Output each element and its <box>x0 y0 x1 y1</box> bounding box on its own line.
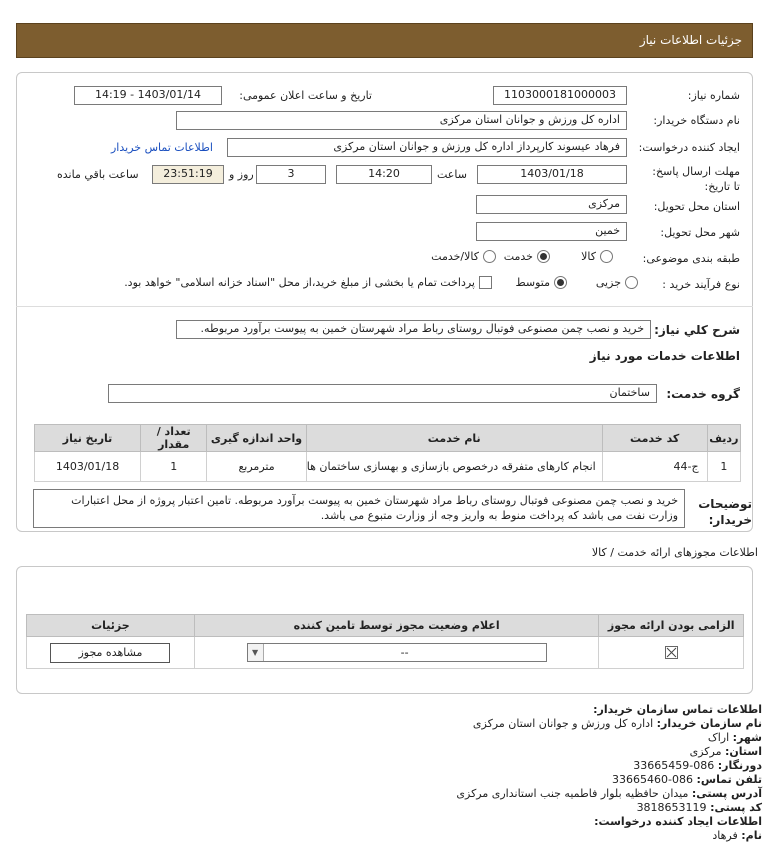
disabled-checkbox-icon <box>665 646 678 659</box>
permits-table-header <box>27 615 744 637</box>
buyer-contact-link[interactable]: اطلاعات تماس خریدار <box>111 141 213 154</box>
cell-service-name: انجام کارهای متفرقه درخصوص بازسازی و بهسازی ساختمان ها <box>306 452 602 482</box>
process-option-minor[interactable]: جزیی <box>596 276 638 289</box>
col-permit-details: جزئیات <box>27 615 195 637</box>
days-field: 3 <box>256 165 326 184</box>
page-title: جزئیات اطلاعات نیاز <box>639 33 742 47</box>
announce-label: تاریخ و ساعت اعلان عمومی: <box>239 89 372 102</box>
radio-goods[interactable] <box>600 250 613 263</box>
category-option-goods[interactable]: کالا <box>581 250 613 263</box>
buyer-label: نام دستگاه خریدار: <box>653 114 740 127</box>
contact-org: نام سازمان خریدار: اداره کل ورزش و جوانان استان مرکزی <box>472 717 762 730</box>
need-number-field: 1103000181000003 <box>493 86 627 105</box>
deadline-time-field: 14:20 <box>336 165 432 184</box>
cell-service-code: ج-44 <box>602 452 707 482</box>
category-option-goods-service[interactable]: کالا/خدمت <box>431 250 496 263</box>
contact-province: استان: مرکزی <box>689 745 762 758</box>
description-field: خرید و نصب چمن مصنوعی فوتبال روستای رباط مراد شهرستان خمین به پیوست برآورد مربوطه. <box>176 320 651 339</box>
services-table-header <box>35 425 741 452</box>
contact-title: اطلاعات تماس سازمان خریدار: <box>593 703 762 716</box>
contact-phone: تلفن تماس: 086-33665460 <box>612 773 762 786</box>
creator-name: نام: فرهاد <box>712 829 762 842</box>
col-need-date: تاریخ نیاز <box>35 425 141 452</box>
cell-permit-status <box>194 637 599 669</box>
buyer-notes-label: توضیحات خریدار: <box>698 497 752 527</box>
services-title: اطلاعات خدمات مورد نیاز <box>589 349 740 363</box>
cell-row: 1 <box>707 452 740 482</box>
col-service-code: کد خدمت <box>602 425 707 452</box>
col-quantity: تعداد / مقدار <box>141 425 207 452</box>
services-table <box>34 424 741 482</box>
permits-table <box>26 614 744 669</box>
remaining-label: ساعت باقي مانده <box>57 168 139 181</box>
chevron-down-icon[interactable]: ▼ <box>248 644 264 661</box>
contact-fax: دورنگار: 086-33665459 <box>633 759 762 772</box>
description-label: شرح کلي نياز: <box>654 323 740 337</box>
creator-info-title: اطلاعات ایجاد کننده درخواست: <box>594 815 762 828</box>
table-row <box>27 637 744 669</box>
deadline-date-field: 1403/01/18 <box>477 165 627 184</box>
divider <box>16 306 753 307</box>
process-option-medium[interactable]: متوسط <box>515 276 567 289</box>
cell-need-date: 1403/01/18 <box>35 452 141 482</box>
buyer-notes-field: خرید و نصب چمن مصنوعی فوتبال روستای رباط مراد شهرستان خمین به پیوست برآورد مربوطه. تامین اعتبار پروژه از محل اعتبارات وزارت نفت می باشد که پرداخت منوط به واریز وجه از وزارت متبوع می باشد. <box>33 489 685 528</box>
service-group-label: گروه خدمت: <box>666 387 740 401</box>
radio-medium[interactable] <box>554 276 567 289</box>
creator-label: ایجاد کننده درخواست: <box>638 141 740 154</box>
deadline-label: مهلت ارسال پاسخ: تا تاریخ: <box>652 165 740 193</box>
radio-service[interactable] <box>537 250 550 263</box>
announce-field: 1403/01/14 - 14:19 <box>74 86 222 105</box>
service-group-field: ساختمان <box>108 384 657 403</box>
creator-field: فرهاد عیسوند کارپرداز اداره کل ورزش و جوانان استان مرکزی <box>227 138 627 157</box>
page-header <box>16 23 753 58</box>
cell-permit-details <box>27 637 195 669</box>
time-label: ساعت <box>437 168 467 181</box>
treasury-payment-option[interactable]: پرداخت تمام یا بخشی از مبلغ خرید،از محل "اسناد خزانه اسلامی" خواهد بود. <box>124 276 492 289</box>
col-row: ردیف <box>707 425 740 452</box>
table-row <box>35 452 741 482</box>
contact-postal: کد پستی: 3818653119 <box>636 801 762 814</box>
contact-city: شهر: اراک <box>707 731 762 744</box>
col-permit-required: الزامی بودن ارائه مجوز <box>599 615 744 637</box>
permits-title: اطلاعات مجوزهای ارائه خدمت / کالا <box>591 546 758 559</box>
contact-address: آدرس پستی: میدان حافظیه بلوار فاطمیه جنب استانداری مرکزی <box>456 787 762 800</box>
view-permit-button[interactable]: مشاهده مجوز <box>50 643 170 663</box>
day-label: روز و <box>229 168 254 181</box>
category-option-service[interactable]: خدمت <box>504 250 550 263</box>
cell-unit: مترمربع <box>207 452 306 482</box>
cell-permit-required <box>599 637 744 669</box>
city-field: خمین <box>476 222 627 241</box>
col-permit-status: اعلام وضعیت مجوز توسط تامین کننده <box>194 615 599 637</box>
province-field: مرکزی <box>476 195 627 214</box>
cell-quantity: 1 <box>141 452 207 482</box>
treasury-checkbox[interactable] <box>479 276 492 289</box>
buyer-field: اداره کل ورزش و جوانان استان مرکزی <box>176 111 627 130</box>
remaining-time-field: 23:51:19 <box>152 165 224 184</box>
col-service-name: نام خدمت <box>306 425 602 452</box>
need-number-label: شماره نیاز: <box>687 89 740 102</box>
city-label: شهر محل تحویل: <box>660 226 740 239</box>
permit-status-select[interactable]: ▼ -- <box>247 643 547 662</box>
col-unit: واحد اندازه گیری <box>207 425 306 452</box>
category-label: طبقه بندی موضوعی: <box>642 252 740 265</box>
process-label: نوع فرآیند خرید : <box>662 278 740 291</box>
radio-goods-service[interactable] <box>483 250 496 263</box>
radio-minor[interactable] <box>625 276 638 289</box>
province-label: استان محل تحویل: <box>653 200 740 213</box>
